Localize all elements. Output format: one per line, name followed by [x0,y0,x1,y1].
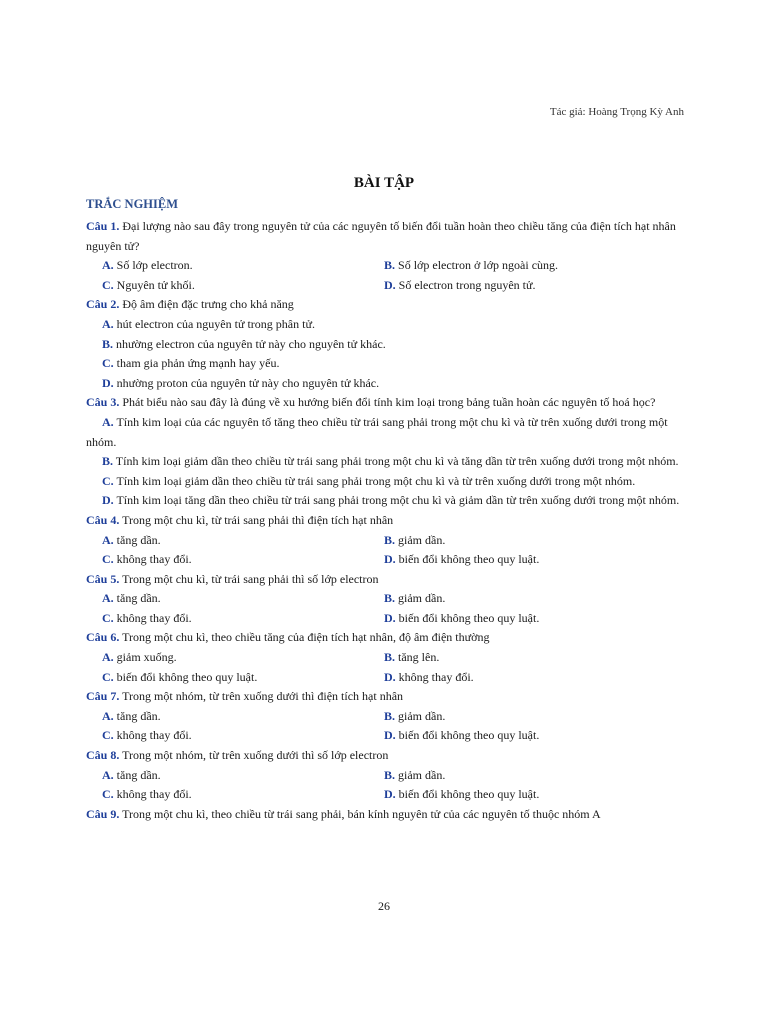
option-d: D. Tính kim loại tăng dần theo chiều từ trái sang phải trong một chu kì và giảm dần từ trên xuống dưới trong một nhóm. [102,493,680,508]
option-c: C. không thay đổi. [102,728,192,743]
question-list [86,217,686,824]
option-a: A. tăng dần. [102,532,161,547]
option-d: D. Số electron trong nguyên tử. [384,277,536,292]
question-label: Câu 6. [86,630,120,645]
page-number: 26 [378,899,390,913]
question-label: Câu 8. [86,748,120,763]
question-label: Câu 7. [86,689,120,704]
option-a: A. tăng dần. [102,767,161,782]
question-9 [86,805,686,825]
option-c: C. Nguyên tử khối. [102,277,195,292]
option-d: D. biến đổi không theo quy luật. [384,552,540,567]
option-a: A. tăng dần. [102,708,161,723]
question-text: Phát biểu nào sau đây là đúng về xu hướng biến đổi tính kim loại trong bảng tuần hoàn các nguyên tố hoá học? [119,395,656,410]
option-d: D. nhường proton của nguyên tử này cho nguyên tử khác. [102,375,380,390]
option-b: B. Số lớp electron ở lớp ngoài cùng. [384,258,559,273]
option-a: A. Số lớp electron. [102,258,193,273]
option-b: B. giảm dần. [384,591,446,606]
option-a: A. tăng dần. [102,591,161,606]
options-grid [86,766,686,805]
option-b: B. nhường electron của nguyên tử này cho nguyên tử khác. [102,336,386,351]
options-grid [86,256,686,295]
question-6 [86,628,686,648]
question-5 [86,570,686,590]
question-7 [86,687,686,707]
option-b: B. giảm dần. [384,532,446,547]
option-b: B. Tính kim loại giảm dần theo chiều từ trái sang phải trong một chu kì và tăng dần từ trên xuống dưới trong một nhóm. [102,454,679,469]
option-a: A. giảm xuống. [102,650,177,665]
option-b: B. giảm dần. [384,708,446,723]
question-text: Trong một chu kì, theo chiều tăng của điện tích hạt nhân, độ âm điện thường [119,630,490,645]
question-label: Câu 3. [86,395,120,410]
option-d: D. không thay đổi. [384,669,474,684]
options-grid [86,648,686,687]
section-heading: TRẮC NGHIỆM [86,197,179,211]
option-c: C. không thay đổi. [102,610,192,625]
options-grid [86,531,686,570]
options-grid [86,589,686,628]
question-8 [86,746,686,766]
option-b: B. giảm dần. [384,767,446,782]
option-d: D. biến đổi không theo quy luật. [384,787,540,802]
option-a: A. hút electron của nguyên tử trong phân tử. [102,316,315,331]
option-a: A. Tính kim loại của các nguyên tố tăng theo chiều từ trái sang phải trong một chu kì và từ trên xuống dưới trong một nhóm. [86,414,668,449]
option-c: C. không thay đổi. [102,552,192,567]
question-text: Độ âm điện đặc trưng cho khả năng [119,297,294,312]
question-4 [86,511,686,531]
question-text: Trong một chu kì, từ trái sang phải thì điện tích hạt nhân [119,512,394,527]
question-label: Câu 4. [86,512,120,527]
question-1 [86,217,686,256]
question-label: Câu 9. [86,806,120,821]
option-c: C. không thay đổi. [102,787,192,802]
page-title: BÀI TẬP [353,175,415,191]
question-2 [86,295,686,315]
question-label: Câu 5. [86,571,120,586]
question-text: Trong một nhóm, từ trên xuống dưới thì điện tích hạt nhân [119,689,404,704]
option-b: B. tăng lên. [384,650,440,665]
option-c: C. Tính kim loại giảm dần theo chiều từ trái sang phải trong một chu kì và từ trên xuống dưới trong một nhóm. [102,473,636,488]
question-text: Trong một chu kì, từ trái sang phải thì số lớp electron [119,571,379,586]
option-c: C. tham gia phản ứng mạnh hay yếu. [102,356,280,371]
options-grid [86,707,686,746]
question-3 [86,393,686,413]
author-credit: Tác giả: Hoàng Trọng Kỳ Anh [549,106,684,118]
question-text: Trong một nhóm, từ trên xuống dưới thì số lớp electron [119,748,389,763]
option-d: D. biến đổi không theo quy luật. [384,728,540,743]
option-c: C. biến đổi không theo quy luật. [102,669,258,684]
question-text: Đại lượng nào sau đây trong nguyên tử của các nguyên tố biến đổi tuần hoàn theo chiều tăng của điện tích hạt nhân nguyên tử? [86,219,676,253]
option-d: D. biến đổi không theo quy luật. [384,610,540,625]
question-text: Trong một chu kì, theo chiều từ trái sang phải, bán kính nguyên tử của các nguyên tố thuộc nhóm A [119,806,601,821]
question-label: Câu 2. [86,297,120,312]
question-label: Câu 1. [86,219,120,233]
